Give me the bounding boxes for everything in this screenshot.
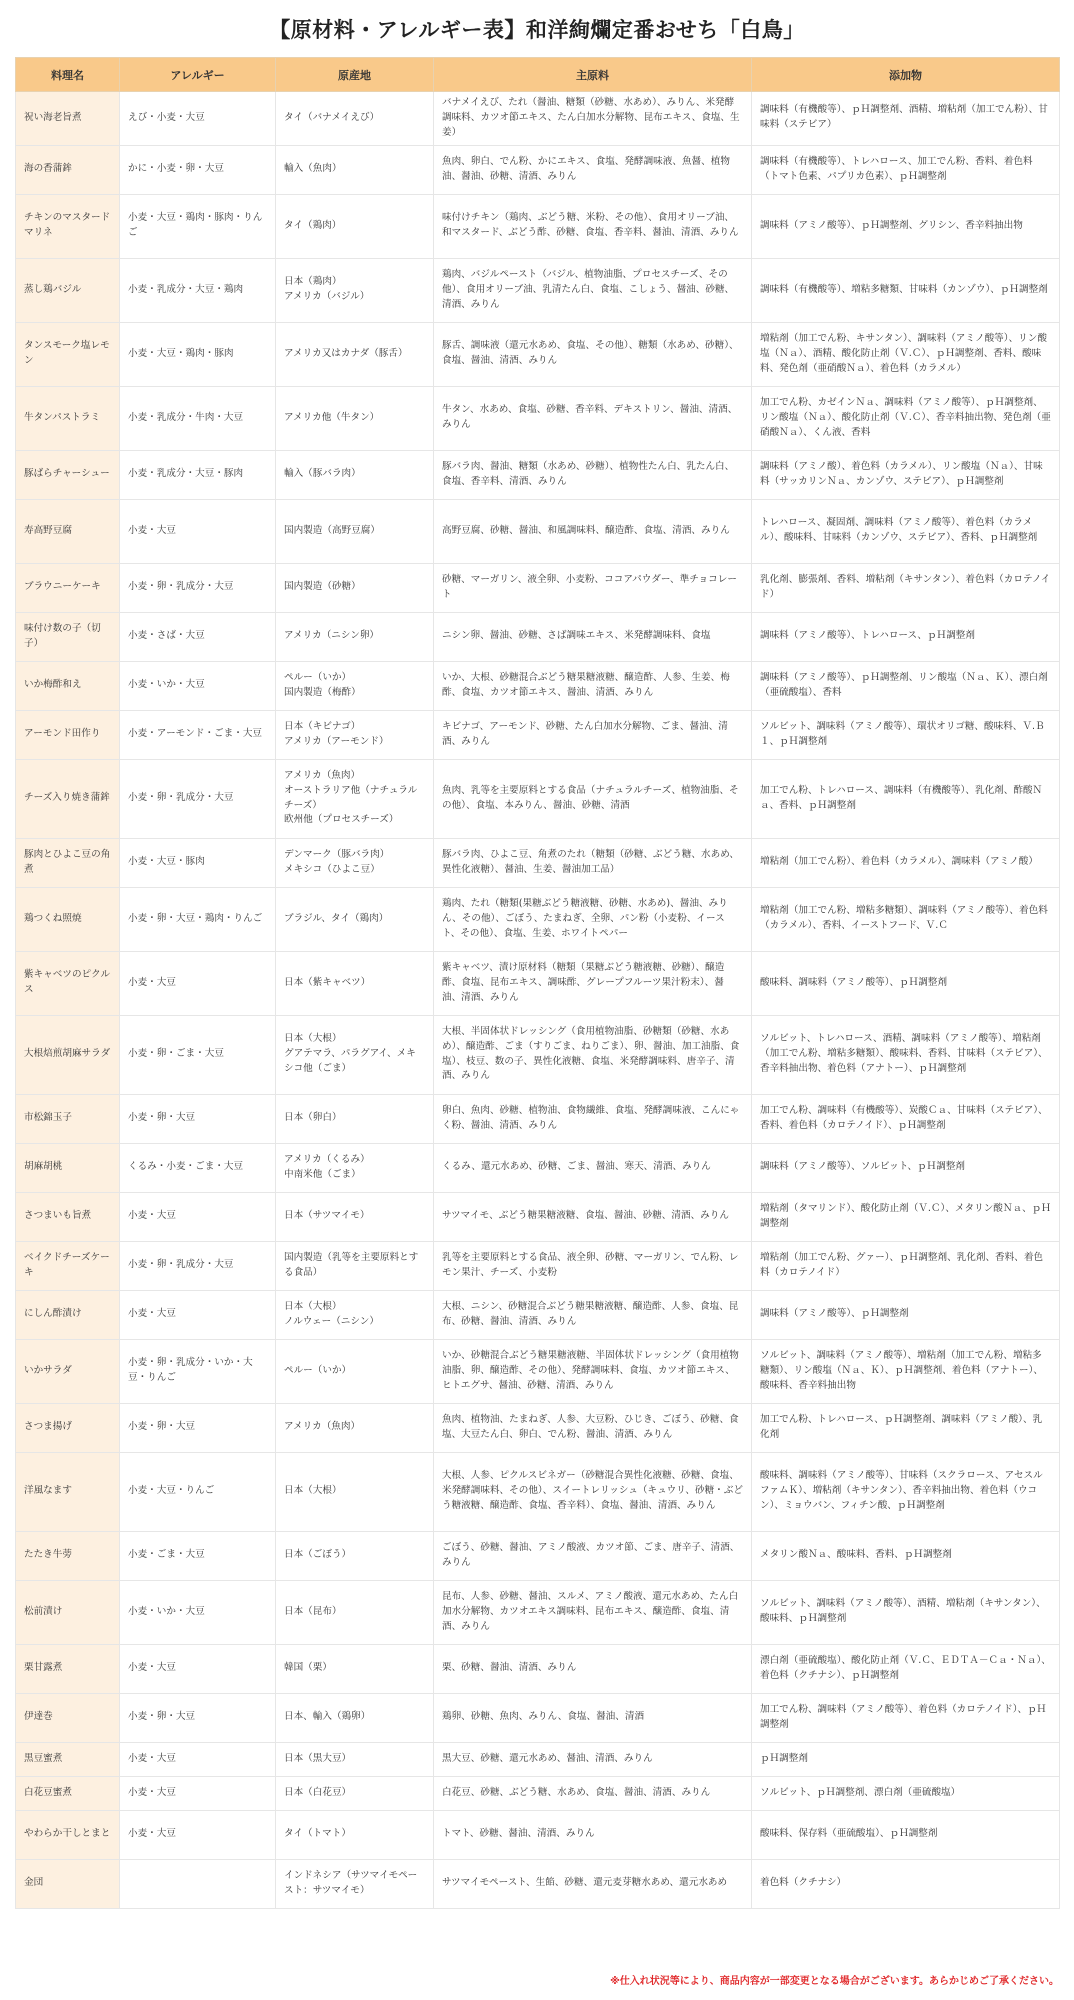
ingredients-cell: 高野豆腐、砂糖、醤油、和風調味料、醸造酢、食塩、清酒、みりん	[434, 499, 752, 563]
origin-cell: インドネシア（サツマイモペースト：サツマイモ）	[276, 1859, 434, 1908]
dish-name-cell: 胡麻胡桃	[16, 1143, 120, 1192]
origin-cell: タイ（鶏肉）	[276, 194, 434, 258]
ingredients-cell: ごぼう、砂糖、醤油、アミノ酸液、カツオ節、ごま、唐辛子、清酒、みりん	[434, 1531, 752, 1580]
dish-name-cell: 鶏つくね照焼	[16, 887, 120, 951]
ingredients-cell: 砂糖、マーガリン、液全卵、小麦粉、ココアパウダー、準チョコレート	[434, 563, 752, 612]
origin-cell: タイ（トマト）	[276, 1810, 434, 1859]
allergy-cell: 小麦・ごま・大豆	[120, 1531, 276, 1580]
additives-cell: 調味料（アミノ酸等）、ｐＨ調整剤、グリシン、香辛料抽出物	[752, 194, 1060, 258]
table-row	[16, 887, 1060, 951]
allergy-cell: 小麦・いか・大豆	[120, 661, 276, 710]
origin-cell: 日本（大根） ノルウェー（ニシン）	[276, 1290, 434, 1339]
allergy-cell: 小麦・卵・ごま・大豆	[120, 1015, 276, 1094]
header-dish-name: 料理名	[16, 58, 120, 92]
table-row	[16, 563, 1060, 612]
table-row	[16, 759, 1060, 838]
ingredients-cell: 豚舌、調味液（還元水あめ、食塩、その他）、糖類（水あめ、砂糖）、食塩、醤油、清酒、みりん	[434, 322, 752, 386]
dish-name-cell: 祝い海老旨煮	[16, 92, 120, 146]
dish-name-cell: タンスモーク塩レモン	[16, 322, 120, 386]
dish-name-cell: 金団	[16, 1859, 120, 1908]
dish-name-cell: 洋風なます	[16, 1452, 120, 1531]
origin-cell: 日本（昆布）	[276, 1580, 434, 1644]
dish-name-cell: 松前漬け	[16, 1580, 120, 1644]
origin-cell: 日本、輸入（鶏卵）	[276, 1693, 434, 1742]
ingredients-cell: いか、大根、砂糖混合ぶどう糖果糖液糖、醸造酢、人参、生姜、梅酢、食塩、カツオ節エキス、醤油、清酒、みりん	[434, 661, 752, 710]
dish-name-cell: 海の香蒲鉾	[16, 145, 120, 194]
ingredients-cell: キビナゴ、アーモンド、砂糖、たん白加水分解物、ごま、醤油、清酒、みりん	[434, 710, 752, 759]
origin-cell: 日本（大根） グアテマラ、パラグアイ、メキシコ他（ごま）	[276, 1015, 434, 1094]
origin-cell: 日本（紫キャベツ）	[276, 951, 434, 1015]
dish-name-cell: 白花豆蜜煮	[16, 1776, 120, 1810]
additives-cell: 調味料（アミノ酸等）、トレハロース、ｐＨ調整剤	[752, 612, 1060, 661]
allergy-cell: 小麦・大豆	[120, 1644, 276, 1693]
additives-cell: 加工でん粉、トレハロース、ｐＨ調整剤、調味料（アミノ酸）、乳化剤	[752, 1403, 1060, 1452]
header-ingredients: 主原料	[434, 58, 752, 92]
ingredients-cell: 大根、ニシン、砂糖混合ぶどう糖果糖液糖、醸造酢、人参、食塩、昆布、砂糖、醤油、清酒、みりん	[434, 1290, 752, 1339]
additives-cell: 調味料（有機酸等）、増粘多糖類、甘味料（カンゾウ）、ｐＨ調整剤	[752, 258, 1060, 322]
allergy-cell: 小麦・乳成分・牛肉・大豆	[120, 386, 276, 450]
origin-cell: ブラジル、タイ（鶏肉）	[276, 887, 434, 951]
ingredients-cell: 牛タン、水あめ、食塩、砂糖、香辛料、デキストリン、醤油、清酒、みりん	[434, 386, 752, 450]
table-row	[16, 1094, 1060, 1143]
allergy-cell: 小麦・大豆	[120, 1290, 276, 1339]
allergy-cell: 小麦・卵・大豆	[120, 1403, 276, 1452]
additives-cell: ｐＨ調整剤	[752, 1742, 1060, 1776]
ingredients-cell: 鶏卵、砂糖、魚肉、みりん、食塩、醤油、清酒	[434, 1693, 752, 1742]
dish-name-cell: 蒸し鶏バジル	[16, 258, 120, 322]
allergy-cell: かに・小麦・卵・大豆	[120, 145, 276, 194]
additives-cell: 増粘剤（タマリンド）、酸化防止剤（Ｖ.Ｃ）、メタリン酸Ｎａ、ｐＨ調整剤	[752, 1192, 1060, 1241]
ingredients-cell: 豚バラ肉、醤油、糖類（水あめ、砂糖）、植物性たん白、乳たん白、食塩、香辛料、清酒、みりん	[434, 450, 752, 499]
additives-cell: 着色料（クチナシ）	[752, 1859, 1060, 1908]
origin-cell: 韓国（栗）	[276, 1644, 434, 1693]
allergy-cell: 小麦・乳成分・大豆・豚肉	[120, 450, 276, 499]
ingredients-cell: サツマイモ、ぶどう糖果糖液糖、食塩、醤油、砂糖、清酒、みりん	[434, 1192, 752, 1241]
additives-cell: ソルビット、トレハロース、酒精、調味料（アミノ酸等）、増粘剤（加工でん粉、増粘多糖類）、酸味料、香料、甘味料（ステビア）、香辛料抽出物、着色料（アナトー）、ｐＨ調整剤	[752, 1015, 1060, 1094]
table-row	[16, 145, 1060, 194]
ingredients-cell: トマト、砂糖、醤油、清酒、みりん	[434, 1810, 752, 1859]
dish-name-cell: 市松錦玉子	[16, 1094, 120, 1143]
ingredients-cell: 豚バラ肉、ひよこ豆、角煮のたれ（糖類（砂糖、ぶどう糖、水あめ、異性化液糖）、醤油、生姜、醤油加工品）	[434, 838, 752, 887]
footnote: ※仕入れ状況等により、商品内容が一部変更となる場合がございます。あらかじめご了承ください。	[610, 1976, 1059, 1987]
allergy-cell: 小麦・大豆・りんご	[120, 1452, 276, 1531]
table-row	[16, 1241, 1060, 1290]
ingredients-cell: 昆布、人参、砂糖、醤油、スルメ、アミノ酸液、還元水あめ、たん白加水分解物、カツオエキス調味料、昆布エキス、醸造酢、食塩、清酒、みりん	[434, 1580, 752, 1644]
additives-cell: ソルビット、調味料（アミノ酸等）、増粘剤（加工でん粉、増粘多糖類）、リン酸塩（Ｎａ、Ｋ）、ｐＨ調整剤、着色料（アナトー）、酸味料、香辛料抽出物	[752, 1339, 1060, 1403]
ingredients-cell: 大根、半固体状ドレッシング（食用植物油脂、砂糖類（砂糖、水あめ）、醸造酢、ごま（すりごま、ねりごま）、卵、醤油、加工油脂、食塩）、枝豆、数の子、異性化液糖、食塩、米発酵調味料、唐辛子、清酒、みりん	[434, 1015, 752, 1094]
additives-cell: 増粘剤（加工でん粉、グァー）、ｐＨ調整剤、乳化剤、香料、着色料（カロテノイド）	[752, 1241, 1060, 1290]
additives-cell: 加工でん粉、トレハロース、調味料（有機酸等）、乳化剤、酢酸Ｎａ、香料、ｐＨ調整剤	[752, 759, 1060, 838]
origin-cell: 日本（大根）	[276, 1452, 434, 1531]
origin-cell: 輸入（魚肉）	[276, 145, 434, 194]
additives-cell: トレハロース、凝固剤、調味料（アミノ酸等）、着色料（カラメル）、酸味料、甘味料（カンゾウ、ステビア）、香料、ｐＨ調整剤	[752, 499, 1060, 563]
table-row	[16, 1644, 1060, 1693]
allergy-cell: 小麦・アーモンド・ごま・大豆	[120, 710, 276, 759]
table-row	[16, 1531, 1060, 1580]
table-row	[16, 450, 1060, 499]
allergy-cell: 小麦・大豆	[120, 499, 276, 563]
additives-cell: 加工でん粉、調味料（有機酸等）、炭酸Ｃａ、甘味料（ステビア）、香料、着色料（カロテノイド）、ｐＨ調整剤	[752, 1094, 1060, 1143]
additives-cell: 酸味料、調味料（アミノ酸等）、ｐＨ調整剤	[752, 951, 1060, 1015]
table-row	[16, 1580, 1060, 1644]
header-additives: 添加物	[752, 58, 1060, 92]
allergy-cell: 小麦・大豆	[120, 1810, 276, 1859]
table-row	[16, 1742, 1060, 1776]
origin-cell: アメリカ（ニシン卵）	[276, 612, 434, 661]
dish-name-cell: 味付け数の子（切子）	[16, 612, 120, 661]
ingredients-cell: 黒大豆、砂糖、還元水あめ、醤油、清酒、みりん	[434, 1742, 752, 1776]
ingredients-cell: 味付けチキン（鶏肉、ぶどう糖、米粉、その他）、食用オリーブ油、和マスタード、ぶどう酢、砂糖、食塩、香辛料、醤油、清酒、みりん	[434, 194, 752, 258]
dish-name-cell: 黒豆蜜煮	[16, 1742, 120, 1776]
additives-cell: メタリン酸Ｎａ、酸味料、香料、ｐＨ調整剤	[752, 1531, 1060, 1580]
dish-name-cell: 栗甘露煮	[16, 1644, 120, 1693]
ingredients-cell: 鶏肉、たれ（糖類(果糖ぶどう糖液糖、砂糖、水あめ)、醤油、みりん、その他）、ごぼう、たまねぎ、全卵、パン粉（小麦粉、イースト、その他）、食塩、生姜、ホワイトペパー	[434, 887, 752, 951]
page-title: 【原材料・アレルギー表】和洋絢爛定番おせち「白鳥」	[269, 18, 805, 42]
dish-name-cell: 豚肉とひよこ豆の角煮	[16, 838, 120, 887]
additives-cell: 増粘剤（加工でん粉）、着色料（カラメル）、調味料（アミノ酸）	[752, 838, 1060, 887]
additives-cell: 調味料（アミノ酸）、着色料（カラメル）、リン酸塩（Ｎａ）、甘味料（サッカリンＮａ、カンゾウ、ステビア）、ｐＨ調整剤	[752, 450, 1060, 499]
dish-name-cell: にしん酢漬け	[16, 1290, 120, 1339]
table-row	[16, 1290, 1060, 1339]
allergy-cell: 小麦・さば・大豆	[120, 612, 276, 661]
allergy-cell: 小麦・大豆・鶏肉・豚肉	[120, 322, 276, 386]
allergy-cell: 小麦・卵・大豆・鶏肉・りんご	[120, 887, 276, 951]
allergy-cell: 小麦・大豆	[120, 1742, 276, 1776]
additives-cell: 酸味料、保存料（亜硫酸塩）、ｐＨ調整剤	[752, 1810, 1060, 1859]
table-row	[16, 92, 1060, 146]
table-row	[16, 661, 1060, 710]
origin-cell: ペルー（いか） 国内製造（梅酢）	[276, 661, 434, 710]
ingredients-cell: 紫キャベツ、漬け原材料（糖類（果糖ぶどう糖液糖、砂糖）、醸造酢、食塩、昆布エキス、調味酢、グレープフルーツ果汁粉末）、醤油、清酒、みりん	[434, 951, 752, 1015]
table-row	[16, 258, 1060, 322]
additives-cell: 加工でん粉、調味料（アミノ酸等）、着色料（カロテノイド）、ｐＨ調整剤	[752, 1693, 1060, 1742]
ingredients-cell: 白花豆、砂糖、ぶどう糖、水あめ、食塩、醤油、清酒、みりん	[434, 1776, 752, 1810]
additives-cell: 漂白剤（亜硫酸塩）、酸化防止剤（Ｖ.Ｃ、ＥＤＴＡ－Ｃａ・Ｎａ）、着色料（クチナシ）、ｐＨ調整剤	[752, 1644, 1060, 1693]
allergy-cell: えび・小麦・大豆	[120, 92, 276, 146]
header-allergy: アレルギー	[120, 58, 276, 92]
origin-cell: 日本（鶏肉） アメリカ（バジル）	[276, 258, 434, 322]
ingredients-cell: いか、砂糖混合ぶどう糖果糖液糖、半固体状ドレッシング（食用植物油脂、卵、醸造酢、その他）、発酵調味料、食塩、カツオ節エキス、ヒトエグサ、醤油、砂糖、清酒、みりん	[434, 1339, 752, 1403]
table-header-row	[16, 58, 1060, 92]
ingredients-cell: くるみ、還元水あめ、砂糖、ごま、醤油、寒天、清酒、みりん	[434, 1143, 752, 1192]
dish-name-cell: 大根焙煎胡麻サラダ	[16, 1015, 120, 1094]
additives-cell: ソルビット、ｐＨ調整剤、漂白剤（亜硫酸塩）	[752, 1776, 1060, 1810]
origin-cell: アメリカ他（牛タン）	[276, 386, 434, 450]
allergy-cell: 小麦・卵・乳成分・大豆	[120, 759, 276, 838]
allergy-cell: 小麦・卵・大豆	[120, 1693, 276, 1742]
table-row	[16, 1143, 1060, 1192]
additives-cell: 調味料（アミノ酸等）、ｐＨ調整剤	[752, 1290, 1060, 1339]
dish-name-cell: チーズ入り焼き蒲鉾	[16, 759, 120, 838]
additives-cell: 加工でん粉、カゼインＮａ、調味料（アミノ酸等）、ｐＨ調整剤、リン酸塩（Ｎａ）、酸化防止剤（Ｖ.Ｃ）、香辛料抽出物、発色剤（亜硝酸Ｎａ）、くん液、香料	[752, 386, 1060, 450]
allergy-cell: 小麦・卵・乳成分・大豆	[120, 1241, 276, 1290]
ingredients-cell: 魚肉、卵白、でん粉、かにエキス、食塩、発酵調味液、魚醤、植物油、醤油、砂糖、清酒、みりん	[434, 145, 752, 194]
allergy-cell: 小麦・大豆	[120, 951, 276, 1015]
ingredients-cell: 乳等を主要原料とする食品、液全卵、砂糖、マーガリン、でん粉、レモン果汁、チーズ、小麦粉	[434, 1241, 752, 1290]
origin-cell: アメリカ（魚肉）	[276, 1403, 434, 1452]
additives-cell: 酸味料、調味料（アミノ酸等）、甘味料（スクラロース、アセスルファムＫ）、増粘剤（キサンタン）、香辛料抽出物、着色料（ウコン）、ミョウバン、フィチン酸、ｐＨ調整剤	[752, 1452, 1060, 1531]
allergy-cell: 小麦・いか・大豆	[120, 1580, 276, 1644]
dish-name-cell: 紫キャベツのピクルス	[16, 951, 120, 1015]
additives-cell: 増粘剤（加工でん粉、増粘多糖類）、調味料（アミノ酸等）、着色料（カラメル）、香料、イーストフード、Ｖ.Ｃ	[752, 887, 1060, 951]
dish-name-cell: さつまいも旨煮	[16, 1192, 120, 1241]
dish-name-cell: アーモンド田作り	[16, 710, 120, 759]
table-row	[16, 951, 1060, 1015]
table-row	[16, 1339, 1060, 1403]
dish-name-cell: 豚ばらチャーシュー	[16, 450, 120, 499]
ingredients-cell: 魚肉、乳等を主要原料とする食品（ナチュラルチーズ、植物油脂、その他）、食塩、本みりん、醤油、砂糖、清酒	[434, 759, 752, 838]
dish-name-cell: いかサラダ	[16, 1339, 120, 1403]
origin-cell: 日本（キビナゴ） アメリカ（アーモンド）	[276, 710, 434, 759]
origin-cell: 日本（黒大豆）	[276, 1742, 434, 1776]
table-row	[16, 1810, 1060, 1859]
table-row	[16, 838, 1060, 887]
origin-cell: ペルー（いか）	[276, 1339, 434, 1403]
additives-cell: ソルビット、調味料（アミノ酸等）、酒精、増粘剤（キサンタン）、酸味料、ｐＨ調整剤	[752, 1580, 1060, 1644]
dish-name-cell: 寿高野豆腐	[16, 499, 120, 563]
origin-cell: 国内製造（乳等を主要原料とする食品）	[276, 1241, 434, 1290]
table-row	[16, 194, 1060, 258]
origin-cell: デンマーク（豚バラ肉） メキシコ（ひよこ豆）	[276, 838, 434, 887]
additives-cell: 乳化剤、膨張剤、香料、増粘剤（キサンタン）、着色料（カロテノイド）	[752, 563, 1060, 612]
table-row	[16, 1693, 1060, 1742]
allergy-cell: 小麦・卵・大豆	[120, 1094, 276, 1143]
table-row	[16, 710, 1060, 759]
dish-name-cell: やわらか干しとまと	[16, 1810, 120, 1859]
table-row	[16, 1015, 1060, 1094]
allergy-cell: 小麦・卵・乳成分・いか・大豆・りんご	[120, 1339, 276, 1403]
dish-name-cell: ベイクドチーズケーキ	[16, 1241, 120, 1290]
ingredients-cell: 鶏肉、バジルペースト（バジル、植物油脂、プロセスチーズ、その他）、食用オリーブ油、乳清たん白、食塩、こしょう、醤油、砂糖、清酒、みりん	[434, 258, 752, 322]
ingredients-cell: 大根、人参、ピクルスビネガー（砂糖混合異性化液糖、砂糖、食塩、米発酵調味料、その他）、スイートレリッシュ（キュウリ、砂糖・ぶどう糖液糖、醸造酢、食塩、香辛料）、食塩、醤油、清酒、みりん	[434, 1452, 752, 1531]
allergy-cell: 小麦・乳成分・大豆・鶏肉	[120, 258, 276, 322]
allergy-cell: 小麦・大豆・鶏肉・豚肉・りんご	[120, 194, 276, 258]
origin-cell: アメリカ（くるみ） 中南米他（ごま）	[276, 1143, 434, 1192]
dish-name-cell: いか梅酢和え	[16, 661, 120, 710]
additives-cell: ソルビット、調味料（アミノ酸等）、環状オリゴ糖、酸味料、Ｖ.Ｂ１、ｐＨ調整剤	[752, 710, 1060, 759]
table-row	[16, 499, 1060, 563]
allergy-cell: 小麦・大豆・豚肉	[120, 838, 276, 887]
allergy-table	[15, 57, 1060, 1909]
origin-cell: 輸入（豚バラ肉）	[276, 450, 434, 499]
table-row	[16, 1403, 1060, 1452]
additives-cell: 調味料（アミノ酸等）、ソルビット、ｐＨ調整剤	[752, 1143, 1060, 1192]
table-row	[16, 1192, 1060, 1241]
dish-name-cell: さつま揚げ	[16, 1403, 120, 1452]
table-body	[16, 92, 1060, 1909]
ingredients-cell: バナメイえび、たれ（醤油、糖類（砂糖、水あめ）、みりん、米発酵調味料、カツオ節エキス、たん白加水分解物、昆布エキス、食塩、生姜）	[434, 92, 752, 146]
origin-cell: 日本（卵白）	[276, 1094, 434, 1143]
table-row	[16, 386, 1060, 450]
dish-name-cell: 伊達巻	[16, 1693, 120, 1742]
origin-cell: アメリカ又はカナダ（豚舌）	[276, 322, 434, 386]
origin-cell: 国内製造（砂糖）	[276, 563, 434, 612]
dish-name-cell: ブラウニーケーキ	[16, 563, 120, 612]
origin-cell: タイ（バナメイえび）	[276, 92, 434, 146]
origin-cell: アメリカ（魚肉） オーストラリア他（ナチュラルチーズ） 欧州他（プロセスチーズ）	[276, 759, 434, 838]
ingredients-cell: 魚肉、植物油、たまねぎ、人参、大豆粉、ひじき、ごぼう、砂糖、食塩、大豆たん白、卵白、でん粉、醤油、清酒、みりん	[434, 1403, 752, 1452]
ingredients-cell: サツマイモペースト、生餡、砂糖、還元麦芽糖水あめ、還元水あめ	[434, 1859, 752, 1908]
additives-cell: 増粘剤（加工でん粉、キサンタン）、調味料（アミノ酸等）、リン酸塩（Ｎａ）、酒精、酸化防止剤（Ｖ.Ｃ）、ｐＨ調整剤、香料、酸味料、発色剤（亜硝酸Ｎａ）、着色料（カラメル）	[752, 322, 1060, 386]
additives-cell: 調味料（アミノ酸等）、ｐＨ調整剤、リン酸塩（Ｎａ、Ｋ）、漂白剤（亜硫酸塩）、香料	[752, 661, 1060, 710]
table-row	[16, 1859, 1060, 1908]
ingredients-cell: 卵白、魚肉、砂糖、植物油、食物繊維、食塩、発酵調味液、こんにゃく粉、醤油、清酒、みりん	[434, 1094, 752, 1143]
dish-name-cell: 牛タンパストラミ	[16, 386, 120, 450]
table-row	[16, 1452, 1060, 1531]
table-row	[16, 612, 1060, 661]
table-row	[16, 322, 1060, 386]
origin-cell: 国内製造（高野豆腐）	[276, 499, 434, 563]
dish-name-cell: たたき牛蒡	[16, 1531, 120, 1580]
ingredients-cell: ニシン卵、醤油、砂糖、さば調味エキス、米発酵調味料、食塩	[434, 612, 752, 661]
additives-cell: 調味料（有機酸等）、トレハロース、加工でん粉、香料、着色料（トマト色素、パプリカ色素）、ｐＨ調整剤	[752, 145, 1060, 194]
header-origin: 原産地	[276, 58, 434, 92]
origin-cell: 日本（サツマイモ）	[276, 1192, 434, 1241]
dish-name-cell: チキンのマスタードマリネ	[16, 194, 120, 258]
origin-cell: 日本（ごぼう）	[276, 1531, 434, 1580]
ingredients-cell: 栗、砂糖、醤油、清酒、みりん	[434, 1644, 752, 1693]
table-row	[16, 1776, 1060, 1810]
allergy-cell: くるみ・小麦・ごま・大豆	[120, 1143, 276, 1192]
allergy-cell: 小麦・大豆	[120, 1192, 276, 1241]
additives-cell: 調味料（有機酸等）、ｐＨ調整剤、酒精、増粘剤（加工でん粉）、甘味料（ステビア）	[752, 92, 1060, 146]
allergy-cell	[120, 1859, 276, 1908]
origin-cell: 日本（白花豆）	[276, 1776, 434, 1810]
allergy-cell: 小麦・卵・乳成分・大豆	[120, 563, 276, 612]
allergy-cell: 小麦・大豆	[120, 1776, 276, 1810]
